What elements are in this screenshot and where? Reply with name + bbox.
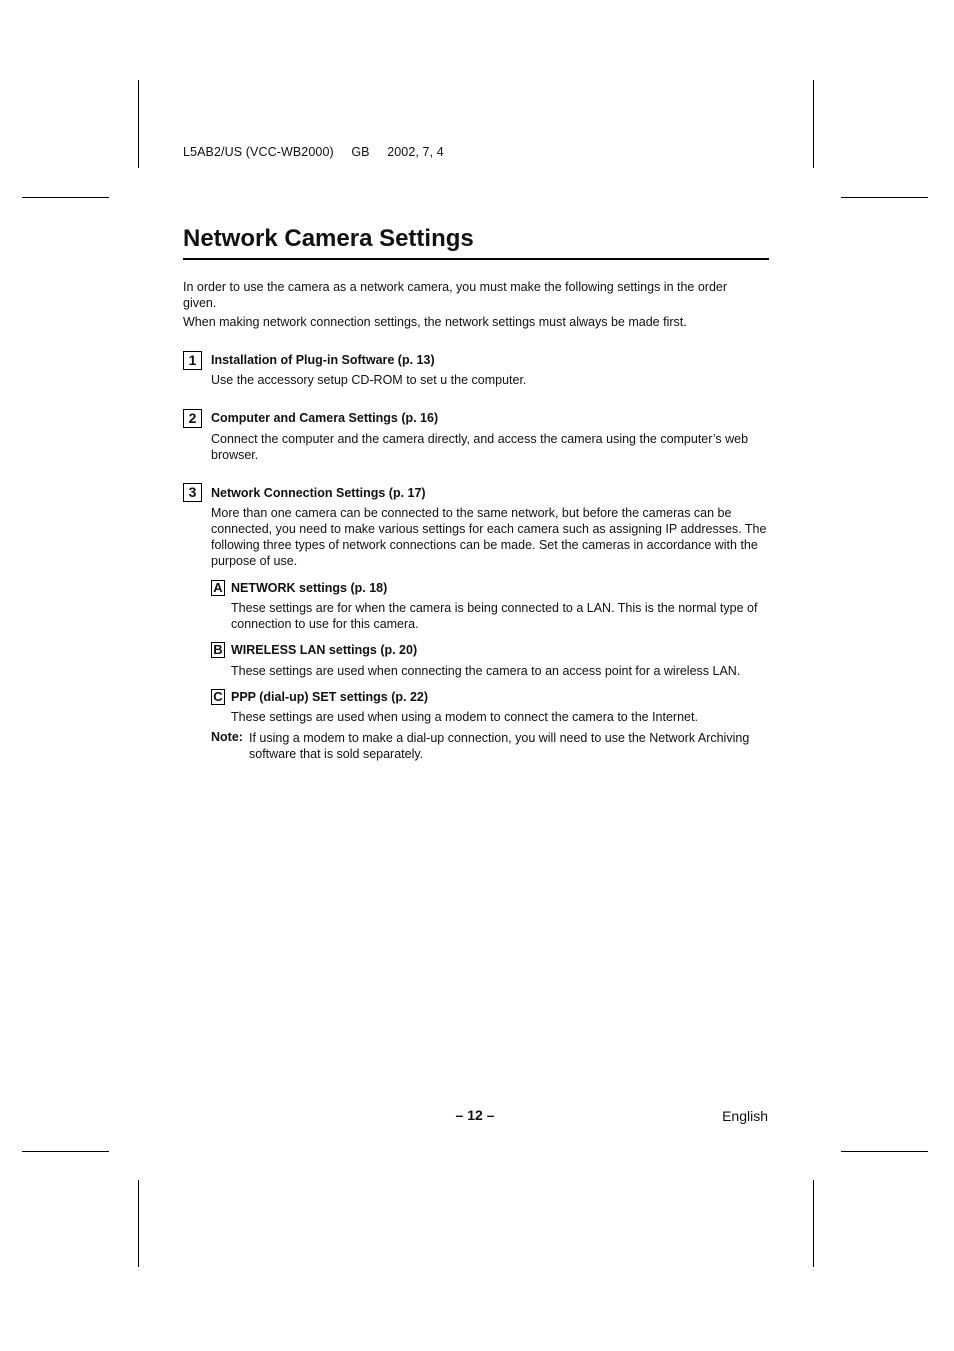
doc-code: L5AB2/US (VCC-WB2000) — [183, 145, 334, 159]
document-code-header — [183, 145, 458, 159]
step-description-2: Connect the computer and the camera directly, and access the camera using the computer’s web browser. — [211, 432, 749, 462]
crop-mark-top-right-horizontal — [841, 197, 928, 198]
substep-description-c: These settings are used when using a modem to connect the camera to the Internet. — [231, 710, 698, 724]
crop-mark-top-left-vertical — [138, 80, 139, 168]
intro-paragraph-1: In order to use the camera as a network camera, you must make the following settings in the order given. — [183, 280, 728, 310]
step-title-3: Network Connection Settings (p. 17) — [211, 486, 426, 500]
substep-title-c: PPP (dial-up) SET settings (p. 22) — [231, 690, 429, 704]
step-title-2: Computer and Camera Settings (p. 16) — [211, 411, 439, 425]
substep-letter-b: B — [211, 642, 225, 658]
note-text: If using a modem to make a dial-up connection, you will need to use the Network Archiving software that is sold separately. — [249, 731, 750, 761]
page-number: – 12 – — [455, 1107, 495, 1123]
page-title: Network Camera Settings — [183, 224, 769, 260]
crop-mark-top-right-vertical — [813, 80, 814, 168]
substep-letter-a: A — [211, 580, 225, 596]
step-title-1: Installation of Plug-in Software (p. 13) — [211, 353, 435, 367]
crop-mark-bottom-right-horizontal — [841, 1151, 928, 1152]
step-description-1: Use the accessory setup CD-ROM to set u the computer. — [211, 373, 527, 387]
doc-date: 2002, 7, 4 — [387, 145, 444, 159]
step-description-3: More than one camera can be connected to the same network, but before the cameras can be connected, you need to make various settings for each camera such as assigning IP addresses. The following three types of network connections can be made. Set the cameras in accordance with the purpose of use. — [211, 506, 767, 568]
step-number-3: 3 — [183, 483, 202, 502]
language-label: English — [722, 1108, 768, 1124]
intro-paragraph-2: When making network connection settings, the network settings must always be made first. — [183, 315, 687, 329]
crop-mark-bottom-left-vertical — [138, 1180, 139, 1267]
substep-description-a: These settings are for when the camera is being connected to a LAN. This is the normal type of connection to use for this camera. — [231, 601, 758, 631]
crop-mark-bottom-left-horizontal — [22, 1151, 109, 1152]
substep-description-b: These settings are used when connecting the camera to an access point for a wireless LAN. — [231, 664, 741, 678]
crop-mark-top-left-horizontal — [22, 197, 109, 198]
substep-letter-c: C — [211, 689, 225, 705]
region-code: GB — [351, 145, 370, 159]
step-number-1: 1 — [183, 351, 202, 370]
substep-title-b: WIRELESS LAN settings (p. 20) — [231, 643, 418, 657]
substep-title-a: NETWORK settings (p. 18) — [231, 581, 388, 595]
step-number-2: 2 — [183, 409, 202, 428]
crop-mark-bottom-right-vertical — [813, 1180, 814, 1267]
note-label: Note: — [211, 730, 243, 744]
